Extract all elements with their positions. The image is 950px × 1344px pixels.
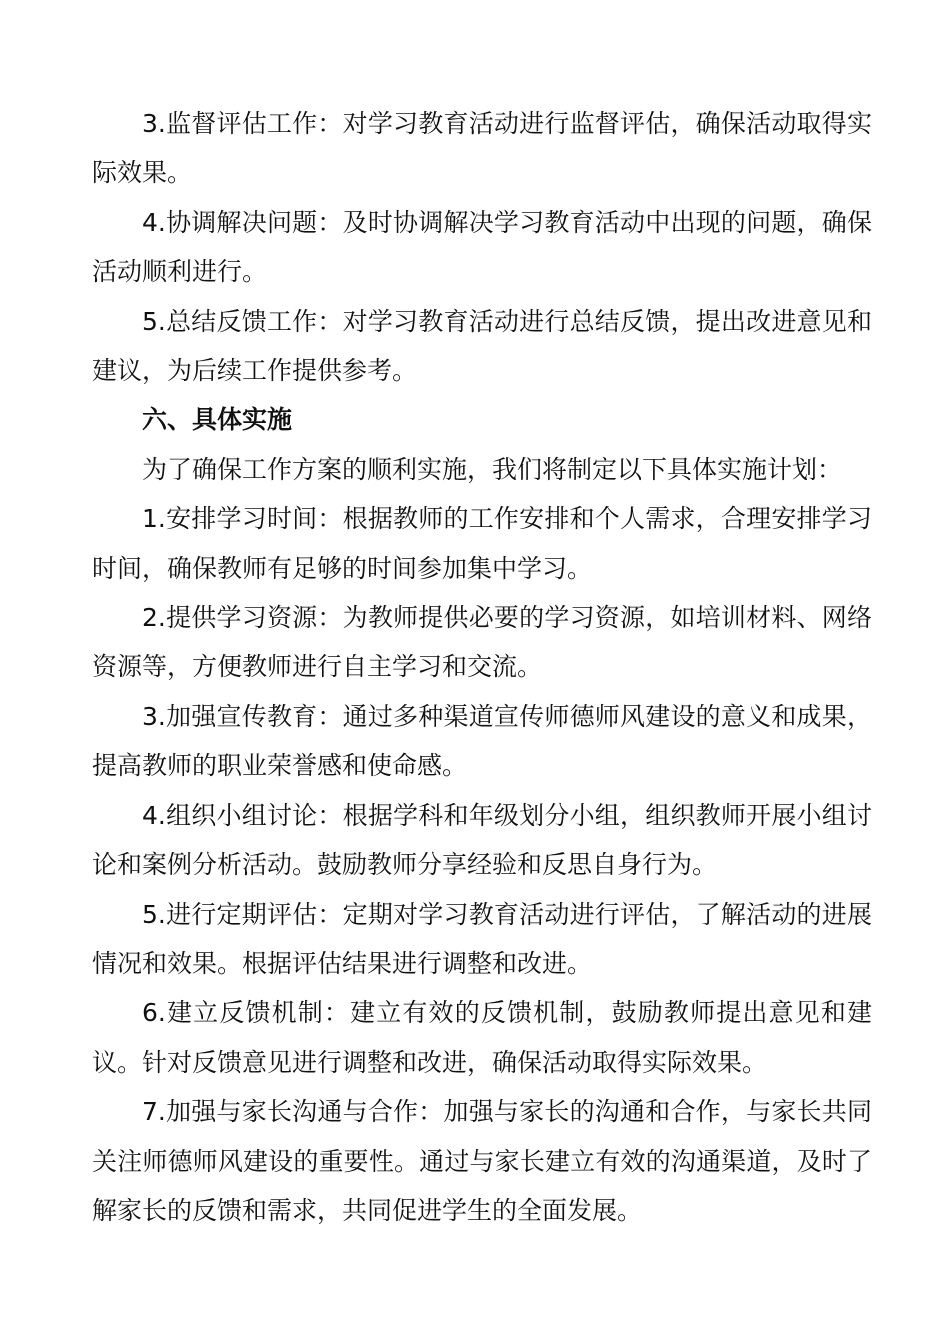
- document-body: [92, 99, 872, 1235]
- section-heading: 六、具体实施: [142, 405, 293, 435]
- paragraph-coordinate-solve: 4.协调解决问题：及时协调解决学习教育活动中出现的问题，确保活动顺利进行。: [92, 207, 872, 287]
- paragraph-summary-feedback: 5.总结反馈工作：对学习教育活动进行总结反馈，提出改进意见和建议，为后续工作提供参考。: [92, 306, 872, 386]
- paragraph-intro: 为了确保工作方案的顺利实施，我们将制定以下具体实施计划：: [142, 454, 843, 484]
- list-item-regular-evaluation: 5.进行定期评估：定期对学习教育活动进行评估，了解活动的进展情况和效果。根据评估结果进行调整和改进。: [92, 899, 872, 978]
- paragraph-supervise-evaluate: 3.监督评估工作：对学习教育活动进行监督评估，确保活动取得实际效果。: [92, 109, 872, 188]
- list-item-parent-cooperation: 7.加强与家长沟通与合作：加强与家长的沟通和合作，与家长共同关注师德师风建设的重要性。通过与家长建立有效的沟通渠道，及时了解家长的反馈和需求，共同促进学生的全面发展。: [92, 1097, 872, 1225]
- list-item-study-time: 1.安排学习时间：根据教师的工作安排和个人需求，合理安排学习时间，确保教师有足够的时间参加集中学习。: [92, 504, 872, 583]
- list-item-group-discussion: 4.组织小组讨论：根据学科和年级划分小组，组织教师开展小组讨论和案例分析活动。鼓励教师分享经验和反思自身行为。: [92, 800, 872, 880]
- list-item-feedback-mechanism: 6.建立反馈机制：建立有效的反馈机制，鼓励教师提出意见和建议。针对反馈意见进行调整和改进，确保活动取得实际效果。: [92, 998, 872, 1077]
- list-item-publicity: 3.加强宣传教育：通过多种渠道宣传师德师风建设的意义和成果，提高教师的职业荣誉感和使命感。: [92, 701, 872, 781]
- list-item-study-resources: 2.提供学习资源：为教师提供必要的学习资源，如培训材料、网络资源等，方便教师进行自主学习和交流。: [92, 603, 872, 682]
